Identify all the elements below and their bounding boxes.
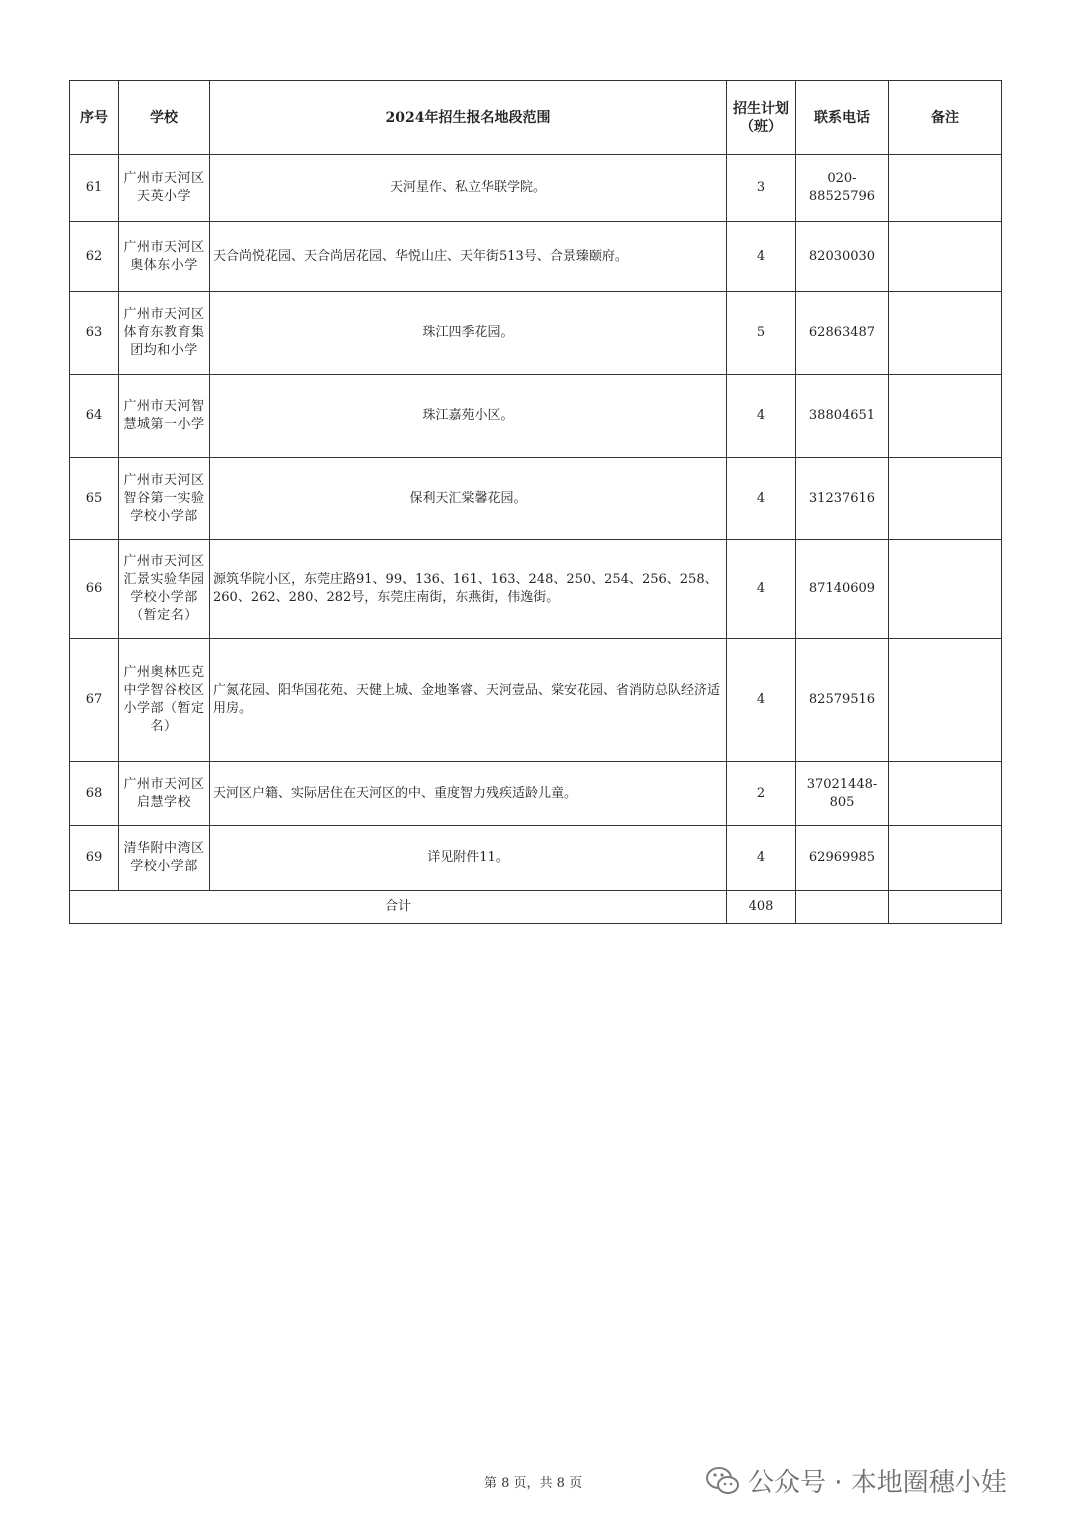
table-row	[70, 639, 1002, 762]
header-note: 备注	[889, 81, 1002, 155]
watermark	[706, 1462, 1007, 1499]
cell-seq: 66	[70, 540, 119, 639]
cell-seq: 67	[70, 639, 119, 762]
total-plan: 408	[727, 891, 796, 924]
cell-range: 珠江嘉苑小区。	[210, 375, 727, 458]
cell-range: 保利天汇棠馨花园。	[210, 458, 727, 540]
cell-school: 广州市天河区天英小学	[119, 155, 210, 222]
cell-plan: 2	[727, 762, 796, 826]
total-label: 合计	[70, 891, 727, 924]
cell-seq: 63	[70, 292, 119, 375]
cell-range: 珠江四季花园。	[210, 292, 727, 375]
cell-seq: 68	[70, 762, 119, 826]
cell-plan: 3	[727, 155, 796, 222]
header-range: 2024年招生报名地段范围	[210, 81, 727, 155]
cell-phone: 82579516	[796, 639, 889, 762]
cell-plan: 5	[727, 292, 796, 375]
cell-plan: 4	[727, 826, 796, 891]
cell-phone: 62969985	[796, 826, 889, 891]
cell-note	[889, 762, 1002, 826]
table-row	[70, 762, 1002, 826]
table-row	[70, 826, 1002, 891]
cell-seq: 61	[70, 155, 119, 222]
cell-school: 广州市天河区汇景实验华园学校小学部（暂定名）	[119, 540, 210, 639]
cell-note	[889, 540, 1002, 639]
cell-note	[889, 155, 1002, 222]
cell-phone: 87140609	[796, 540, 889, 639]
cell-range: 天河区户籍、实际居住在天河区的中、重度智力残疾适龄儿童。	[210, 762, 727, 826]
page-number: 第 8 页，共 8 页	[484, 1476, 583, 1491]
table-row	[70, 222, 1002, 292]
cell-seq: 65	[70, 458, 119, 540]
cell-note	[889, 375, 1002, 458]
cell-school: 广州市天河智慧城第一小学	[119, 375, 210, 458]
cell-note	[889, 222, 1002, 292]
header-phone: 联系电话	[796, 81, 889, 155]
cell-plan: 4	[727, 222, 796, 292]
cell-phone: 82030030	[796, 222, 889, 292]
cell-phone: 62863487	[796, 292, 889, 375]
table-row	[70, 458, 1002, 540]
table-row	[70, 292, 1002, 375]
cell-school: 广州市天河区智谷第一实验学校小学部	[119, 458, 210, 540]
cell-range: 广氮花园、阳华国花苑、天健上城、金地峯睿、天河壹品、棠安花园、省消防总队经济适用房。	[210, 639, 727, 762]
cell-school: 广州市天河区体育东教育集团均和小学	[119, 292, 210, 375]
cell-range: 天合尚悦花园、天合尚居花园、华悦山庄、天年街513号、合景臻颐府。	[210, 222, 727, 292]
cell-phone: 31237616	[796, 458, 889, 540]
total-row	[70, 891, 1002, 924]
cell-note	[889, 826, 1002, 891]
watermark-text: 公众号 · 本地圈穗小娃	[748, 1468, 1007, 1498]
cell-plan: 4	[727, 375, 796, 458]
table-row	[70, 375, 1002, 458]
enrollment-table	[69, 80, 1002, 924]
cell-phone: 38804651	[796, 375, 889, 458]
header-seq: 序号	[70, 81, 119, 155]
cell-phone: 020-88525796	[796, 155, 889, 222]
cell-school: 广州市天河区启慧学校	[119, 762, 210, 826]
header-plan: 招生计划（班）	[727, 81, 796, 155]
total-phone-empty	[796, 891, 889, 924]
cell-plan: 4	[727, 639, 796, 762]
header-school: 学校	[119, 81, 210, 155]
cell-school: 广州市天河区奥体东小学	[119, 222, 210, 292]
table-row	[70, 155, 1002, 222]
wechat-icon	[706, 1466, 740, 1496]
cell-school: 广州奥林匹克中学智谷校区小学部（暂定名）	[119, 639, 210, 762]
cell-range: 源筑华院小区，东莞庄路91、99、136、161、163、248、250、254、256、258、260、262、280、282号，东莞庄南街，东燕街，伟逸街。	[210, 540, 727, 639]
cell-seq: 69	[70, 826, 119, 891]
cell-plan: 4	[727, 458, 796, 540]
cell-range: 天河星作、私立华联学院。	[210, 155, 727, 222]
cell-note	[889, 458, 1002, 540]
cell-seq: 62	[70, 222, 119, 292]
table-header-row	[70, 81, 1002, 155]
cell-note	[889, 292, 1002, 375]
cell-seq: 64	[70, 375, 119, 458]
cell-school: 清华附中湾区学校小学部	[119, 826, 210, 891]
total-note-empty	[889, 891, 1002, 924]
cell-plan: 4	[727, 540, 796, 639]
cell-range: 详见附件11。	[210, 826, 727, 891]
cell-phone: 37021448-805	[796, 762, 889, 826]
cell-note	[889, 639, 1002, 762]
table-row	[70, 540, 1002, 639]
